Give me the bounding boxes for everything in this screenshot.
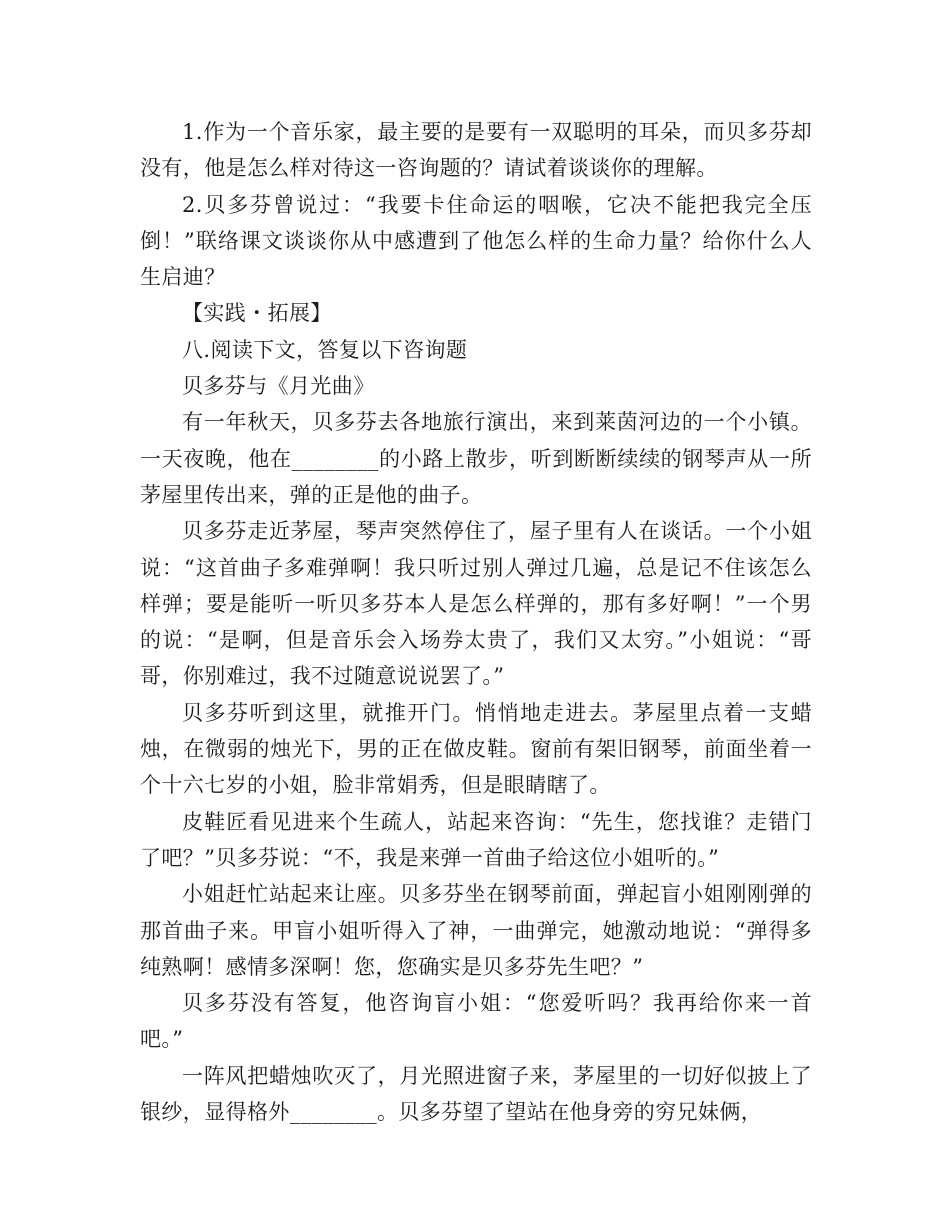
passage-paragraph-3: 贝多芬听到这里，就推开门。悄悄地走进去。茅屋里点着一支蜡烛，在微弱的烛光下，男的正在做皮鞋。窗前有架旧钢琴，前面坐着一个十六七岁的小姐，脸非常娟秀，但是眼睛瞎了。: [140, 700, 812, 798]
passage-paragraph-5: 小姐赶忙站起来让座。贝多芬坐在钢琴前面，弹起盲小姐刚刚弹的那首曲子来。甲盲小姐听得入了神，一曲弹完，她激动地说：“弹得多纯熟啊！感情多深啊！您，您确实是贝多芬先生吧？”: [140, 882, 812, 979]
section-heading: 【实践・拓展】: [182, 301, 332, 326]
question-1-paragraph: 1.作为一个音乐家，最主要的是要有一双聪明的耳朵，而贝多芬却没有，他是怎么样对待这一咨询题的？请试着谈谈你的理解。: [140, 120, 812, 181]
passage-paragraph-1: 有一年秋天，贝多芬去各地旅行演出，来到莱茵河边的一个小镇。一天夜晚，他在________的小路上散步，听到断断续续的钢琴声从一所茅屋里传出来，弹的正是他的曲子。: [140, 410, 812, 507]
passage-paragraph-7: 一阵风把蜡烛吹灭了，月光照进窗子来，茅屋里的一切好似披上了银纱，显得格外________。贝多芬望了望站在他身旁的穷兄妹俩，: [140, 1063, 812, 1125]
passage-paragraph-4: 皮鞋匠看见进来个生疏人，站起来咨询：“先生，您找谁？走错门了吧？”贝多芬说：“不，我是来弹一首曲子给这位小姐听的。”: [140, 809, 812, 870]
question-2-paragraph: 2.贝多芬曾说过：“我要卡住命运的咽喉，它决不能把我完全压倒！”联络课文谈谈你从中感遭到了他怎么样的生命力量？给你什么人生启迪？: [140, 192, 812, 290]
reading-instruction: 八.阅读下文，答复以下咨询题: [182, 337, 468, 362]
document-body: [140, 114, 812, 1130]
passage-title: 贝多芬与《月光曲》: [182, 374, 375, 399]
passage-paragraph-2: 贝多芬走近茅屋，琴声突然停住了，屋子里有人在谈话。一个小姐说：“这首曲子多难弹啊！我只听过别人弹过几遍，总是记不住该怎么样弹；要是能听一听贝多芬本人是怎么样弹的，那有多好啊！”一个男的说：“是啊，但是音乐会入场券太贵了，我们又太穷。”小姐说：“哥哥，你别难过，我不过随意说说罢了。”: [140, 519, 812, 689]
passage-paragraph-6: 贝多芬没有答复，他咨询盲小姐：“您爱听吗？我再给你来一首吧。”: [140, 991, 812, 1052]
